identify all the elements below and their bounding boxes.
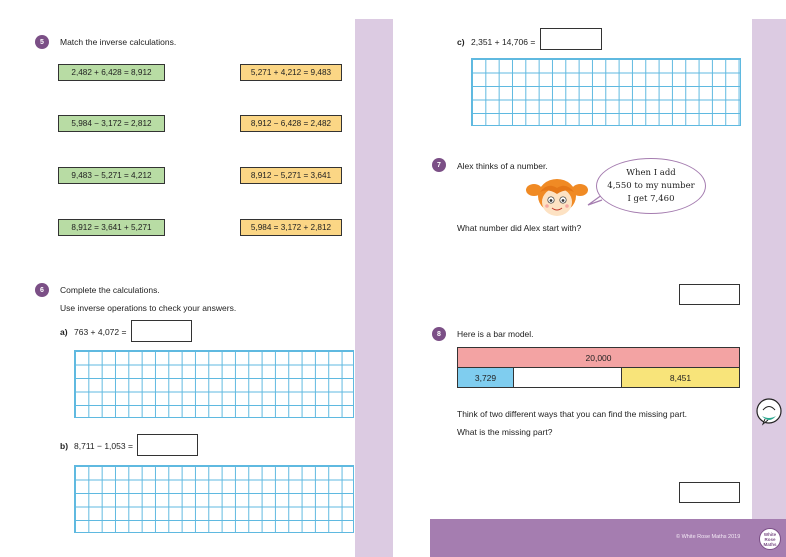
logo-line: Rose	[764, 536, 776, 542]
part-a-label: a)	[60, 327, 68, 337]
part-a-calculation: 763 + 4,072 =	[74, 327, 127, 337]
speech-bubble	[596, 158, 706, 214]
question-7-badge: 7	[432, 158, 446, 172]
question-7-question: What number did Alex start with?	[457, 223, 582, 233]
bar-model-total: 20,000	[457, 347, 740, 368]
question-7-title: Alex thinks of a number.	[457, 161, 548, 171]
part-b-working-grid[interactable]	[74, 465, 354, 533]
part-b-label: b)	[60, 441, 69, 451]
footer-bar	[430, 519, 786, 557]
match-card-right-3[interactable]: 8,912 − 5,271 = 3,641	[240, 167, 342, 184]
question-8-question: What is the missing part?	[457, 427, 553, 437]
discussion-icon[interactable]	[756, 398, 782, 426]
bar-model-part-1: 3,729	[457, 367, 514, 388]
part-c-working-grid[interactable]	[471, 58, 741, 126]
question-5-title: Match the inverse calculations.	[60, 37, 177, 47]
question-8-instruction: Think of two different ways that you can find the missing part.	[457, 409, 687, 419]
copyright-text: © White Rose Maths 2019	[676, 534, 741, 540]
match-card-right-4[interactable]: 5,984 = 3,172 + 2,812	[240, 219, 342, 236]
question-6-instruction-2: Use inverse operations to check your answers.	[60, 303, 237, 313]
right-page-stripe	[752, 19, 786, 519]
bar-model-missing-part[interactable]	[513, 367, 622, 388]
question-6-badge: 6	[35, 283, 49, 297]
logo-line: White	[763, 531, 777, 537]
part-a-working-grid[interactable]	[74, 350, 354, 418]
part-b-calculation: 8,711 − 1,053 =	[74, 441, 133, 451]
bar-model-part-3: 8,451	[621, 367, 740, 388]
question-8-badge: 8	[432, 327, 446, 341]
question-6-instruction: Complete the calculations.	[60, 285, 160, 295]
alex-girl-icon	[526, 176, 588, 222]
bubble-line: 4,550 to my number	[607, 180, 695, 191]
bubble-line: I get 7,460	[627, 193, 675, 204]
left-page-stripe	[355, 19, 393, 557]
part-c-answer-box[interactable]	[540, 28, 602, 50]
part-c-label: c)	[457, 37, 465, 47]
bubble-line: When I add	[626, 167, 676, 178]
match-card-right-1[interactable]: 5,271 + 4,212 = 9,483	[240, 64, 342, 81]
part-c-calculation: 2,351 + 14,706 =	[471, 37, 536, 47]
question-7-answer-box[interactable]	[679, 284, 740, 305]
part-a-answer-box[interactable]	[131, 320, 192, 342]
match-card-left-2[interactable]: 5,984 − 3,172 = 2,812	[58, 115, 165, 132]
question-8-answer-box[interactable]	[679, 482, 740, 503]
match-card-left-3[interactable]: 9,483 − 5,271 = 4,212	[58, 167, 165, 184]
question-8-title: Here is a bar model.	[457, 329, 534, 339]
match-card-left-1[interactable]: 2,482 + 6,428 = 8,912	[58, 64, 165, 81]
part-b-answer-box[interactable]	[137, 434, 198, 456]
match-card-left-4[interactable]: 8,912 = 3,641 + 5,271	[58, 219, 165, 236]
logo-line: Maths	[763, 541, 777, 547]
wrm-logo	[759, 528, 781, 550]
question-5-badge: 5	[35, 35, 49, 49]
match-card-right-2[interactable]: 8,912 − 6,428 = 2,482	[240, 115, 342, 132]
